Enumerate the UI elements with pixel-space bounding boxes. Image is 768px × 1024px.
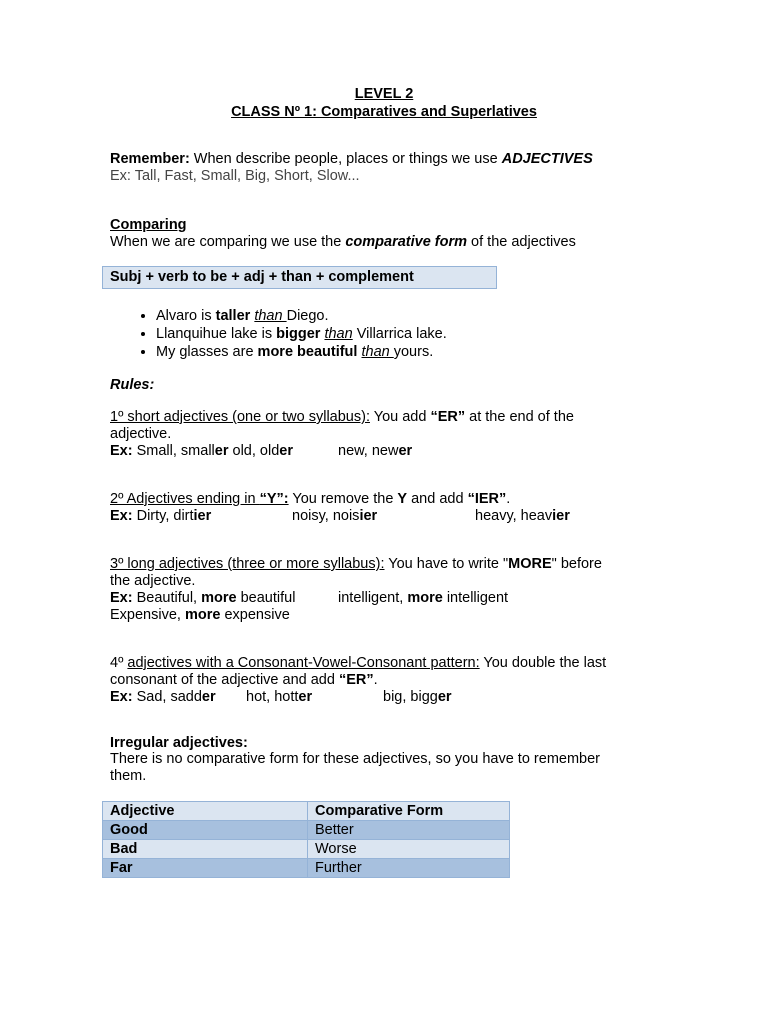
rule-3-example-3 [110, 607, 290, 624]
rule-1-title: 1º short adjectives (one or two syllabus): [110, 409, 370, 425]
example-text: Dirty, dirt [132, 508, 194, 524]
table-cell-comparative: Further [308, 859, 510, 878]
rule-2-period: . [506, 491, 511, 507]
table-header-row [103, 802, 510, 821]
table-cell-adjective: Bad [103, 840, 308, 859]
formula-box: Subj + verb to be + adj + than + complement [102, 266, 497, 289]
example-than: than [254, 308, 287, 324]
example-text: Villarrica lake. [352, 326, 447, 342]
rule-4-title: adjectives with a Consonant-Vowel-Consonant pattern: [127, 655, 480, 671]
irregular-heading: Irregular adjectives: [110, 735, 248, 751]
rule-1-suffix: “ER” [430, 409, 466, 425]
ex-label: Ex: [110, 443, 133, 459]
example-more: more [184, 607, 221, 623]
example-text: Beautiful, [132, 590, 202, 606]
table-row [103, 859, 510, 878]
rule-4-line2 [110, 672, 378, 689]
rule-2-text: You remove the [288, 491, 398, 507]
example-suffix: ier [552, 508, 570, 524]
rule-2-title-text: 2º Adjectives ending in [110, 491, 260, 507]
rule-3-example-1 [110, 590, 295, 607]
rule-4-line [110, 655, 606, 672]
ex-label: Ex: [110, 508, 133, 524]
rule-3-text-end: " before [551, 556, 602, 572]
irregular-text-line1: There is no comparative form for these adjectives, so you have to remember [110, 751, 600, 767]
table-cell-comparative: Better [308, 821, 510, 840]
irregular-adjectives-table [102, 801, 510, 878]
remember-examples: Ex: Tall, Fast, Small, Big, Short, Slow... [110, 168, 360, 184]
example-text: Llanquihue lake is [156, 326, 277, 342]
example-text: noisy, nois [292, 508, 360, 524]
example-suffix: er [214, 443, 229, 459]
example-text: expensive [220, 607, 290, 623]
comparing-intro-post: of the adjectives [467, 234, 576, 250]
rules-heading: Rules: [110, 377, 155, 393]
rule-3-line [110, 556, 602, 573]
rule-4-text: consonant of the adjective and add [110, 672, 339, 688]
rule-2-suffix: “IER” [467, 491, 507, 507]
example-text: My glasses are [156, 344, 258, 360]
example-text: new, new [338, 443, 399, 459]
table-cell-comparative: Worse [308, 840, 510, 859]
rule-1-text: You add [369, 409, 431, 425]
table-cell-adjective: Far [103, 859, 308, 878]
rule-2-title [110, 491, 289, 507]
remember-text: When describe people, places or things we use [189, 151, 502, 167]
rule-4-text: You double the last [479, 655, 607, 671]
rule-4-example-3 [383, 689, 452, 706]
example-adjective: bigger [276, 326, 321, 342]
rule-2-line [110, 491, 510, 508]
ex-label: Ex: [110, 689, 133, 705]
rule-4-example-1 [110, 689, 216, 706]
level-heading: LEVEL 2 [354, 86, 414, 102]
rule-2-example-3 [475, 508, 570, 525]
example-text: Alvaro is [156, 308, 216, 324]
comparing-heading: Comparing [110, 217, 187, 233]
adjectives-keyword: ADJECTIVES [501, 151, 593, 167]
example-text: beautiful [236, 590, 296, 606]
example-suffix: er [279, 443, 293, 459]
example-than: than [361, 344, 394, 360]
rule-4-period: . [373, 672, 378, 688]
table-row [103, 821, 510, 840]
example-text: Diego. [286, 308, 329, 324]
rule-2-title-letter: “Y”: [259, 491, 289, 507]
list-item [156, 343, 447, 361]
rule-2-example-1 [110, 508, 211, 525]
example-suffix: er [437, 689, 452, 705]
example-text: old, old [228, 443, 280, 459]
example-suffix: er [298, 689, 313, 705]
table-row [103, 840, 510, 859]
column-header-comparative: Comparative Form [308, 802, 510, 821]
comparing-intro [110, 234, 576, 251]
comparative-form-keyword: comparative form [345, 234, 468, 250]
class-title: CLASS Nº 1: Comparatives and Superlatives [231, 104, 537, 120]
example-suffix: er [398, 443, 413, 459]
example-than: than [324, 326, 353, 342]
example-text: yours. [393, 344, 434, 360]
rule-3-line2: the adjective. [110, 573, 196, 589]
rule-4-suffix: “ER” [338, 672, 374, 688]
example-suffix: ier [193, 508, 212, 524]
example-text: intelligent [442, 590, 509, 606]
rule-1-example-3 [338, 443, 412, 460]
example-suffix: er [201, 689, 216, 705]
table-cell-adjective: Good [103, 821, 308, 840]
rule-1-line2: adjective. [110, 426, 172, 442]
rule-3-more: MORE [508, 556, 552, 572]
example-more: more [201, 590, 237, 606]
rule-3-title: 3º long adjectives (three or more syllabus): [110, 556, 385, 572]
comparing-intro-pre: When we are comparing we use the [110, 234, 346, 250]
example-text: hot, hott [246, 689, 299, 705]
example-text: big, bigg [383, 689, 438, 705]
example-suffix: ier [359, 508, 378, 524]
rule-2-text: and add [407, 491, 468, 507]
rule-1-line [110, 409, 574, 426]
irregular-text-line2: them. [110, 768, 147, 784]
rule-1-text-end: at the end of the [465, 409, 574, 425]
example-adjective: taller [215, 308, 251, 324]
rule-4-example-2 [246, 689, 312, 706]
rule-4-number: 4º [110, 655, 128, 671]
example-text: Sad, sadd [132, 689, 202, 705]
rule-3-text: You have to write " [384, 556, 509, 572]
remember-label: Remember: [110, 151, 190, 167]
example-text: Expensive, [110, 607, 185, 623]
example-text: intelligent, [338, 590, 408, 606]
example-adjective: more beautiful [257, 344, 358, 360]
list-item [156, 325, 447, 343]
rule-3-example-2 [338, 590, 508, 607]
column-header-adjective: Adjective [103, 802, 308, 821]
rule-2-letter: Y [397, 491, 408, 507]
rule-2-example-2 [292, 508, 377, 525]
list-item [156, 307, 447, 325]
ex-label: Ex: [110, 590, 133, 606]
example-text: heavy, heav [475, 508, 553, 524]
example-text: Small, small [132, 443, 215, 459]
rule-1-examples [110, 443, 293, 460]
remember-line [110, 151, 593, 168]
example-more: more [407, 590, 443, 606]
comparison-examples-list [110, 307, 447, 361]
